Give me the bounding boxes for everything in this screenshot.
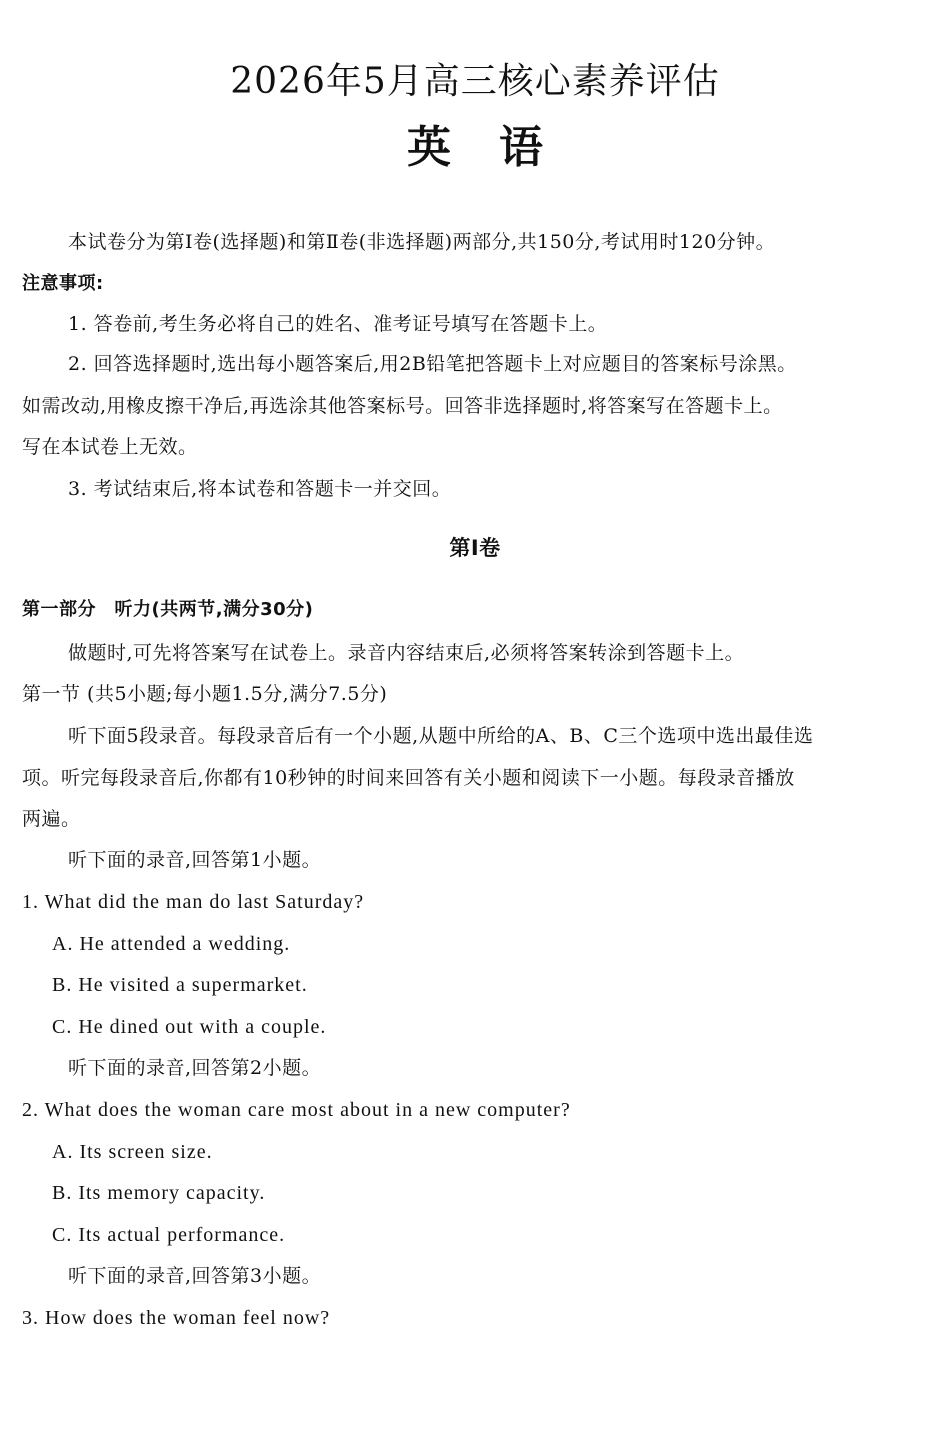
question-text: 3. How does the woman feel now? [22,1307,331,1329]
answer-option: B. He visited a supermarket. [52,974,308,996]
answer-option: B. Its memory capacity. [52,1182,266,1204]
notes-heading: 注意事项: [22,273,104,294]
question-text: 2. What does the woman care most about in a new computer? [22,1099,571,1121]
part1-heading: 第一部分 听力(共两节,满分30分) [22,599,314,620]
section1-directions-continued: 项。听完每段录音后,你都有10秒钟的时间来回答有关小题和阅读下一小题。每段录音播放 [22,767,795,789]
part1-instruction: 做题时,可先将答案写在试卷上。录音内容结束后,必须将答案转涂到答题卡上。 [68,642,745,664]
note-item-3: 3. 考试结束后,将本试卷和答题卡一并交回。 [68,478,452,500]
answer-option: A. Its screen size. [52,1141,213,1163]
exam-title: 2026年5月高三核心素养评估 [230,61,720,102]
question-prompt: 听下面的录音,回答第3小题。 [68,1265,322,1287]
note-item-1: 1. 答卷前,考生务必将自己的姓名、准考证号填写在答题卡上。 [68,313,608,335]
section1-directions: 听下面5段录音。每段录音后有一个小题,从题中所给的A、B、C三个选项中选出最佳选 [68,725,814,747]
question-prompt: 听下面的录音,回答第1小题。 [68,849,322,871]
section1-directions-end: 两遍。 [22,808,81,830]
subject-title: 英语 [407,122,591,173]
intro-text: 本试卷分为第Ⅰ卷(选择题)和第Ⅱ卷(非选择题)两部分,共150分,考试用时120分钟。 [68,231,776,253]
note-item-2-end: 写在本试卷上无效。 [22,436,198,458]
answer-option: A. He attended a wedding. [52,933,291,955]
answer-option: C. He dined out with a couple. [52,1016,327,1038]
question-text: 1. What did the man do last Saturday? [22,891,365,913]
volume-title: 第Ⅰ卷 [449,536,501,560]
note-item-2: 2. 回答选择题时,选出每小题答案后,用2B铅笔把答题卡上对应题目的答案标号涂黑。 [68,353,797,375]
answer-option: C. Its actual performance. [52,1224,286,1246]
section1-heading: 第一节 (共5小题;每小题1.5分,满分7.5分) [22,683,388,705]
note-item-2-continued: 如需改动,用橡皮擦干净后,再选涂其他答案标号。回答非选择题时,将答案写在答题卡上。 [22,395,783,417]
question-prompt: 听下面的录音,回答第2小题。 [68,1057,322,1079]
